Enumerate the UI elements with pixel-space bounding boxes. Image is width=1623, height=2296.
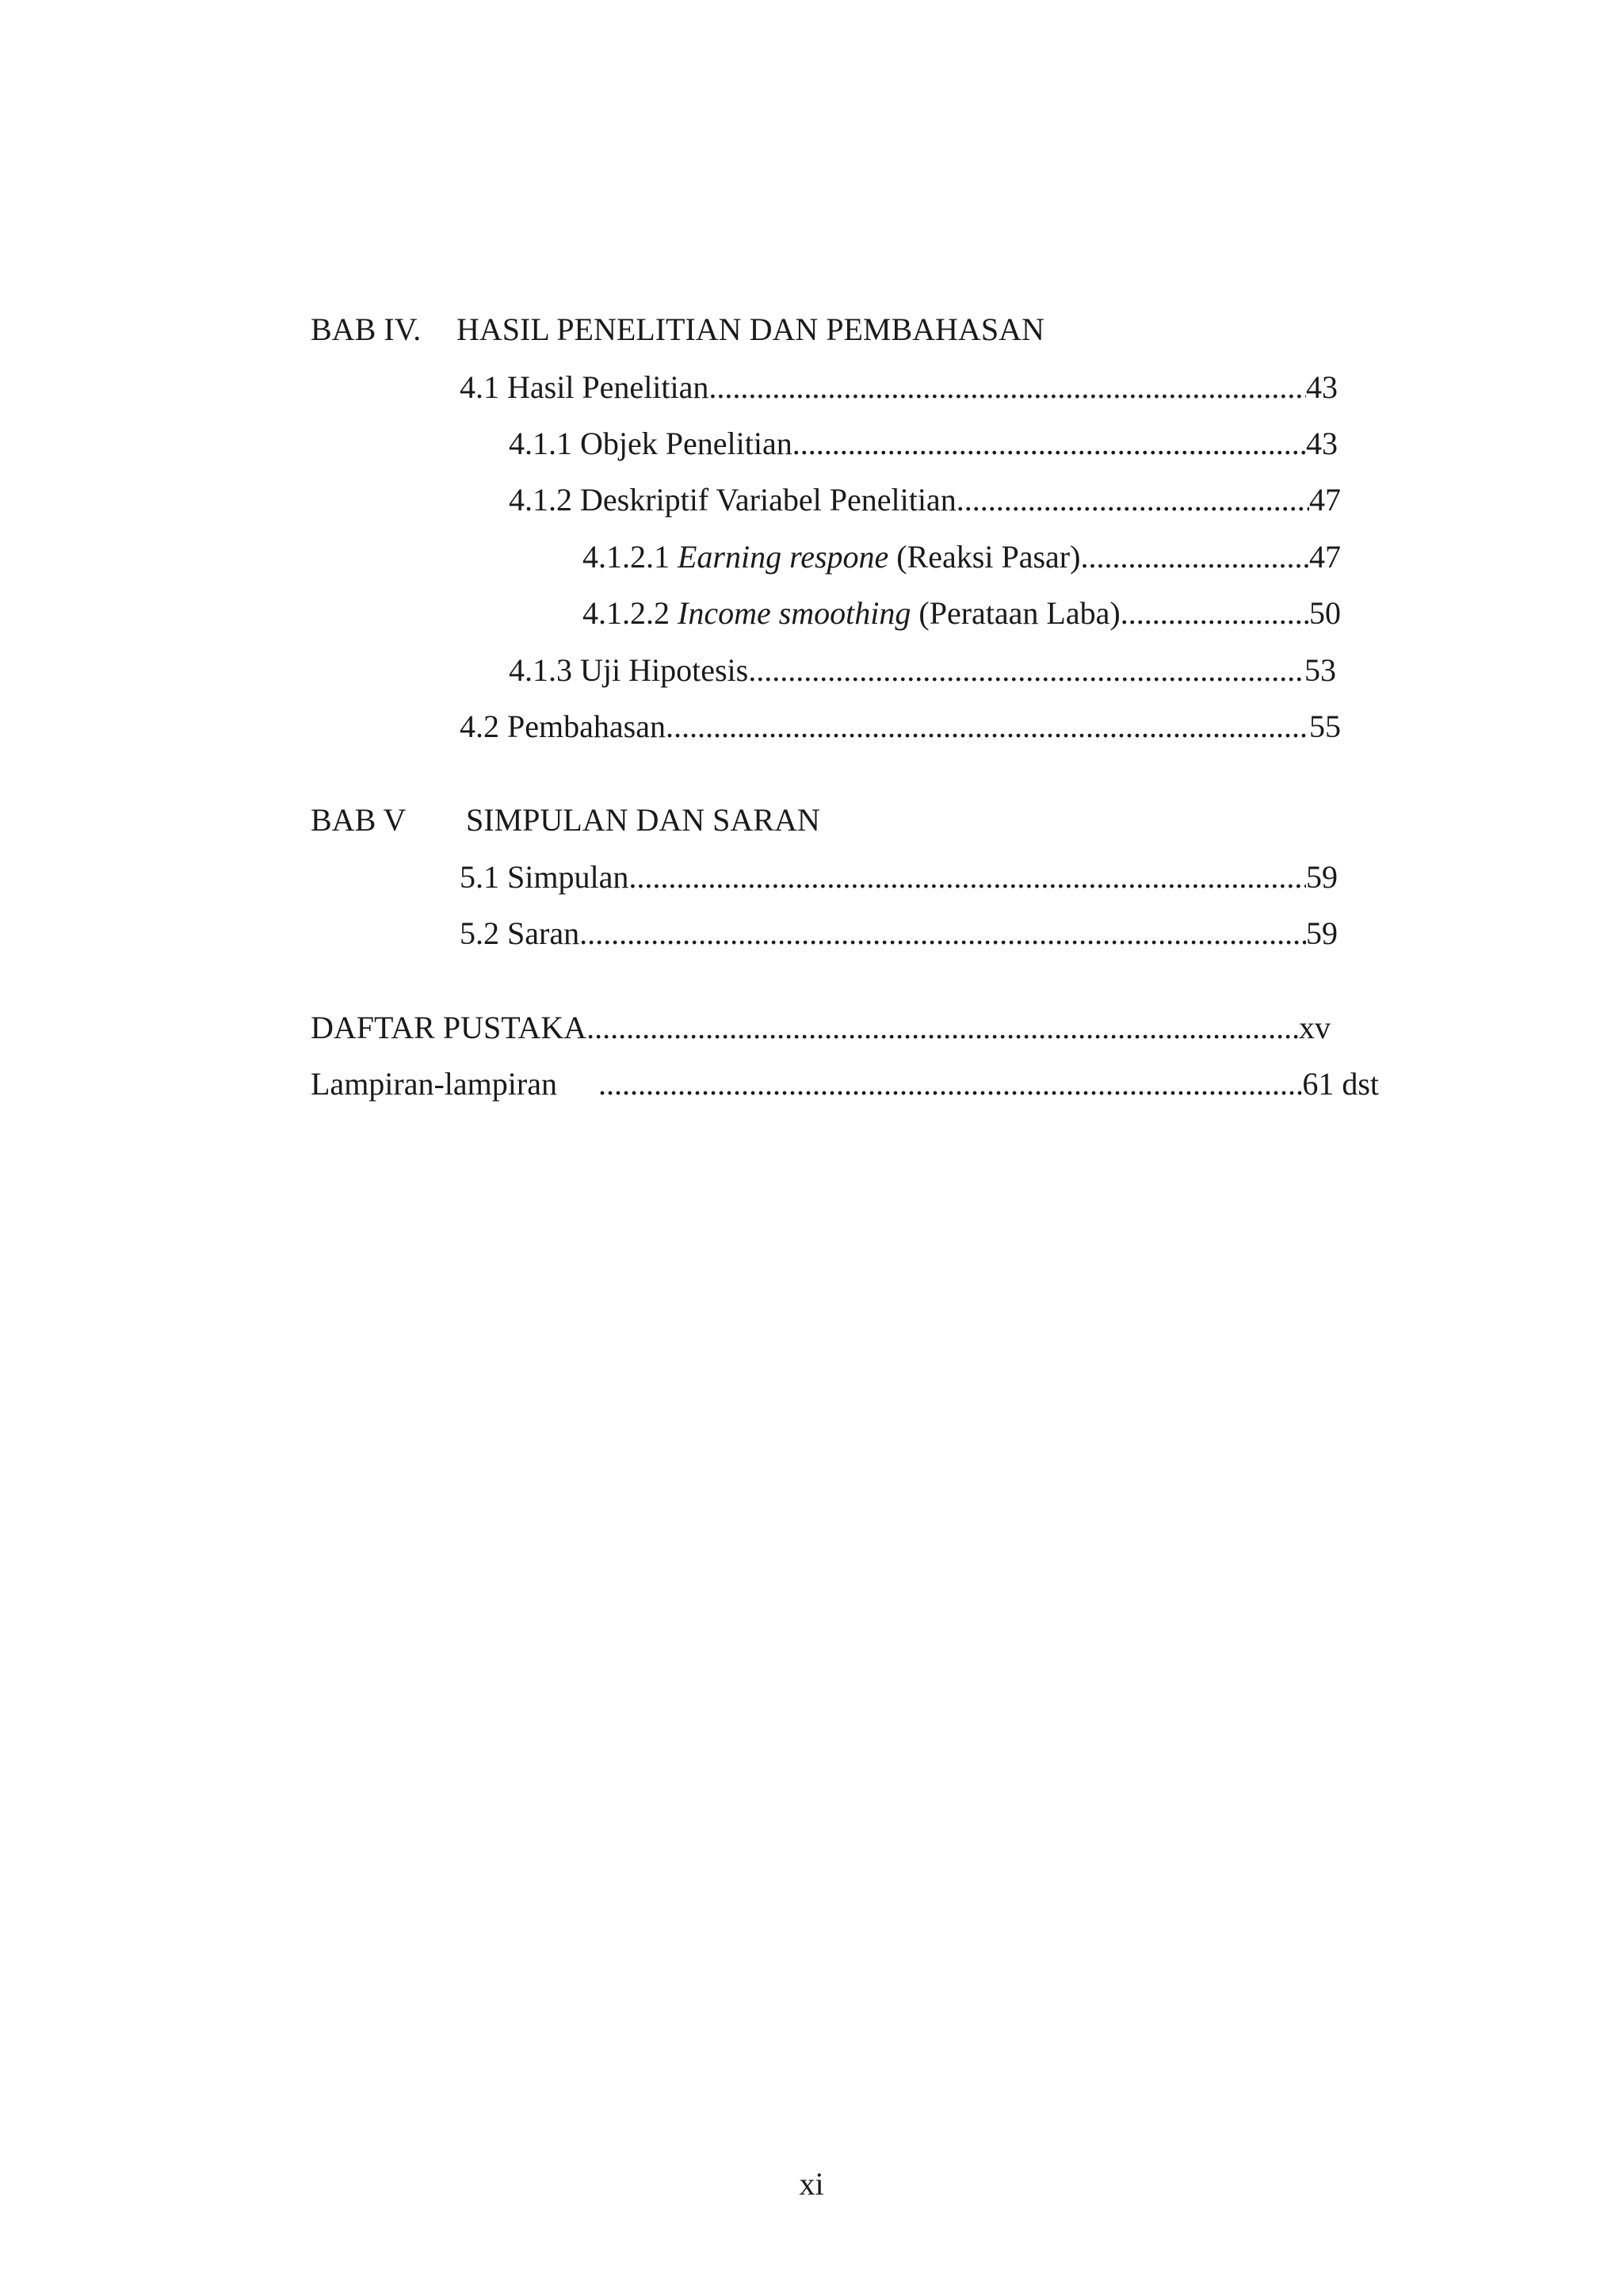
toc-entry (460, 915, 1338, 953)
toc-entry-label-prefix: 4.1.2.2 (582, 595, 678, 631)
toc-entry-page: 59 (1306, 915, 1338, 951)
toc-entry-label (582, 594, 1121, 632)
toc-entry-label: 4.1.1 Objek Penelitian (509, 426, 792, 461)
toc-entry (460, 708, 1341, 746)
dot-leader (792, 425, 1306, 463)
dot-leader (1080, 538, 1309, 576)
toc-entry-label-italic: Earning respone (678, 539, 889, 575)
toc-entry-page: 43 (1306, 369, 1338, 405)
toc-entry-label: 4.1.3 Uji Hipotesis (509, 652, 749, 688)
dot-leader (708, 369, 1306, 407)
dot-leader (598, 1065, 1302, 1103)
page-number: xi (799, 2166, 824, 2202)
toc-entry (311, 1009, 1331, 1047)
toc-entry-label: 4.2 Pembahasan (460, 709, 666, 744)
toc-entry-page: 55 (1309, 709, 1341, 744)
dot-leader (748, 651, 1304, 690)
toc-entry-label-prefix: 4.1.2.1 (582, 539, 678, 575)
toc-entry-label: Lampiran-lampiran (311, 1066, 557, 1102)
toc-entry-label: 5.2 Saran (460, 915, 580, 951)
dot-leader (628, 858, 1306, 896)
toc-entry (460, 369, 1338, 407)
chapter-number: BAB IV. (311, 311, 422, 347)
dot-leader (586, 1009, 1299, 1047)
toc-entry-page: 47 (1309, 539, 1341, 575)
chapter-title: HASIL PENELITIAN DAN PEMBAHASAN (456, 311, 1044, 347)
chapter-title: SIMPULAN DAN SARAN (466, 802, 820, 838)
toc-entry-label: 4.1.2 Deskriptif Variabel Penelitian (509, 482, 957, 518)
toc-entry-label: 5.1 Simpulan (460, 859, 629, 895)
toc-entry-page: 43 (1306, 426, 1338, 461)
toc-entry-page: 50 (1309, 595, 1341, 631)
toc-entry-page: 61 dst (1302, 1066, 1379, 1102)
toc-entry-page: xv (1299, 1010, 1331, 1045)
toc-entry (582, 538, 1341, 576)
toc-entry-page: 59 (1306, 859, 1338, 895)
dot-leader (579, 915, 1306, 953)
toc-entry-label-suffix: (Reaksi Pasar) (888, 539, 1081, 575)
toc-entry (509, 651, 1336, 690)
chapter-number: BAB V (311, 802, 407, 838)
dot-leader (957, 481, 1309, 519)
toc-entry (582, 594, 1341, 632)
toc-entry (509, 425, 1338, 463)
dot-leader (1121, 594, 1309, 632)
toc-entry-page: 47 (1309, 482, 1341, 518)
toc-entry (460, 858, 1338, 896)
toc-entry-label-suffix: (Perataan Laba) (911, 595, 1121, 631)
toc-entry-label: 4.1 Hasil Penelitian (460, 369, 709, 405)
toc-entry-page: 53 (1304, 652, 1336, 688)
toc-entry-label (582, 538, 1080, 576)
toc-entry-label: DAFTAR PUSTAKA (311, 1010, 587, 1045)
toc-entry (311, 1065, 1379, 1103)
toc-entry-label-italic: Income smoothing (678, 595, 911, 631)
toc-entry (509, 481, 1341, 519)
dot-leader (666, 708, 1309, 746)
